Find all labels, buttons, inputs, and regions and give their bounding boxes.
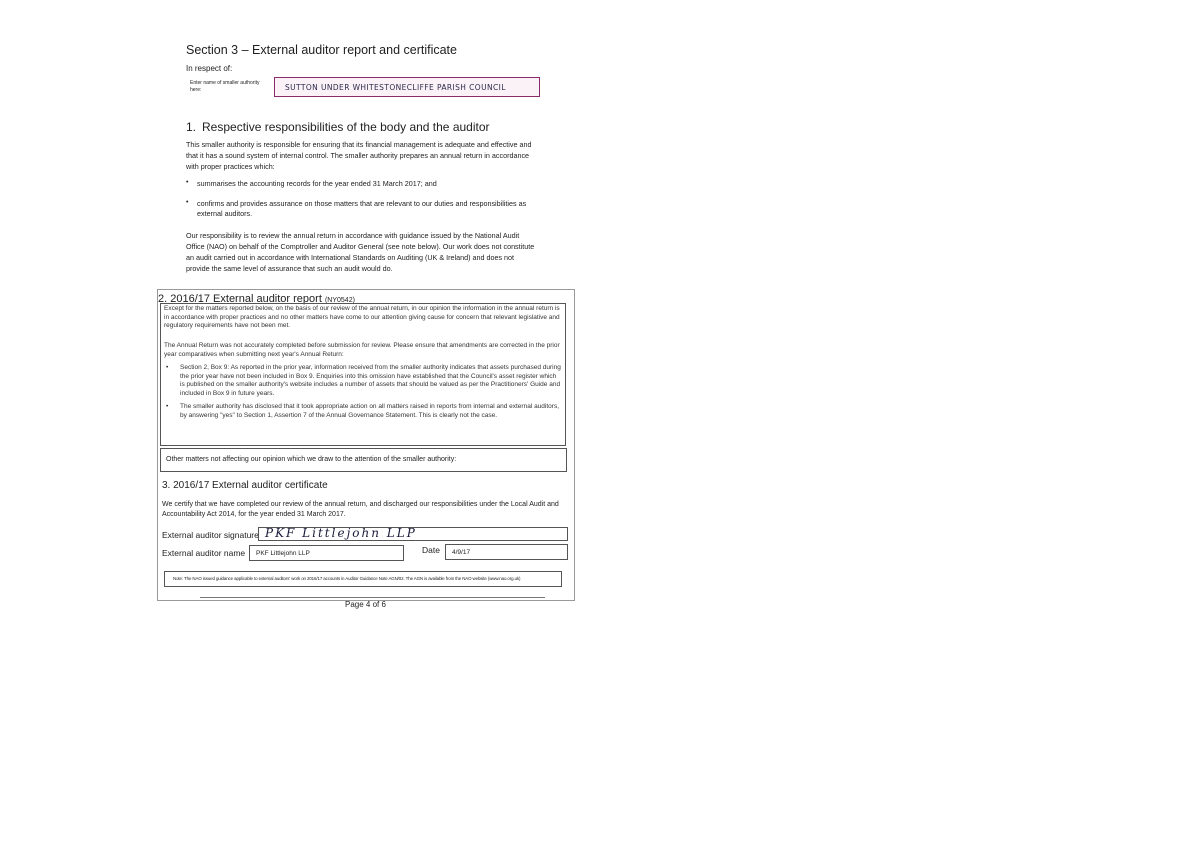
footer-divider xyxy=(200,597,545,598)
section1-number: 1. xyxy=(186,120,197,134)
nao-note-box xyxy=(164,571,562,587)
report-paragraph-2: The Annual Return was not accurately completed before submission for review. Please ensure that amendments are corrected in the prior year comparatives when submitting next year's Annual Return: xyxy=(164,342,560,358)
report-bullet-1: Section 2, Box 9: As reported in the prior year, information received from the smaller authority indicates that assets purchased during the prior year have not been included in Box 9. Enquiries into this omission have established that the Council's asset register which is published on the smaller authority's website includes a number of assets that should be valued as per the Practitioners' Guide and included in Box 9 in future years. xyxy=(180,364,561,397)
section2-title-text: 2. 2016/17 External auditor report xyxy=(158,293,322,305)
other-matters-box xyxy=(160,448,567,472)
authority-name-field xyxy=(274,77,540,97)
date-field xyxy=(445,544,568,560)
report-bullet-2: The smaller authority has disclosed that it took appropriate action on all matters raised in reports from internal and external auditors, by answering "yes" to Section 1, Assertion 7 of the Annual Governance Statement. This is clearly not the case. xyxy=(180,403,559,419)
signature-value: PKF Littlejohn LLP xyxy=(265,526,417,540)
page-number: Page 4 of 6 xyxy=(345,600,386,609)
section-title: Section 3 – External auditor report and certificate xyxy=(186,43,457,57)
nao-note-text: Note: The NAO issued guidance applicable to external auditors' work on 2016/17 accounts in Auditor Guidance Note AGN/02. The AGN is available from the NAO website (www.nao.org.uk) xyxy=(173,576,521,581)
auditor-name-value: PKF Littlejohn LLP xyxy=(256,550,310,557)
section1-bullet-1: summarises the accounting records for the year ended 31 March 2017; and xyxy=(197,179,437,188)
section3-title: 3. 2016/17 External auditor certificate xyxy=(162,480,328,491)
other-matters-text: Other matters not affecting our opinion which we draw to the attention of the smaller authority: xyxy=(166,456,457,463)
signature-field xyxy=(258,527,568,541)
bullet-icon: • xyxy=(166,403,169,410)
section1-title: Respective responsibilities of the body and the auditor xyxy=(202,120,490,134)
report-paragraph-1: Except for the matters reported below, on the basis of our review of the annual return, in our opinion the information in the annual return is in accordance with proper practices and no other matters have come to our attention giving cause for concern that relevant legislative and regulatory requirements have not been met. xyxy=(164,305,560,329)
bullet-icon: • xyxy=(166,364,169,371)
in-respect-of-label: In respect of: xyxy=(186,64,233,73)
bullet-icon: • xyxy=(186,179,189,186)
section1-paragraph-2: Our responsibility is to review the annual return in accordance with guidance issued by the National Audit Office (NAO) on behalf of the Comptroller and Auditor General (see note below). Our work does not constitute an audit carried out in accordance with International Standards on Auditing (UK & Ireland) and does not provide the same level of assurance that such an audit would do. xyxy=(186,231,535,273)
section3-paragraph: We certify that we have completed our review of the annual return, and discharged our responsibilities under the Local Audit and Accountability Act 2014, for the year ended 31 March 2017. xyxy=(162,501,559,518)
date-label: Date xyxy=(422,545,440,555)
section1-paragraph-1: This smaller authority is responsible for ensuring that its financial management is adequate and effective and that it has a sound system of internal control. The smaller authority prepares an annual return in accordance with proper practices which: xyxy=(186,140,532,171)
section1-bullet-2: confirms and provides assurance on those matters that are relevant to our duties and responsibilities as external auditors. xyxy=(197,199,527,218)
authority-name-value: SUTTON UNDER WHITESTONECLIFFE PARISH COUNCIL xyxy=(285,83,506,92)
auditor-name-label: External auditor name xyxy=(162,548,246,558)
enter-name-label: Enter name of smaller authority here: xyxy=(190,80,260,93)
auditor-name-field xyxy=(249,545,404,561)
bullet-icon: • xyxy=(186,199,189,206)
signature-label: External auditor signature xyxy=(162,530,259,540)
section2-code: (NY0542) xyxy=(324,297,355,304)
date-value: 4/9/17 xyxy=(452,549,471,556)
